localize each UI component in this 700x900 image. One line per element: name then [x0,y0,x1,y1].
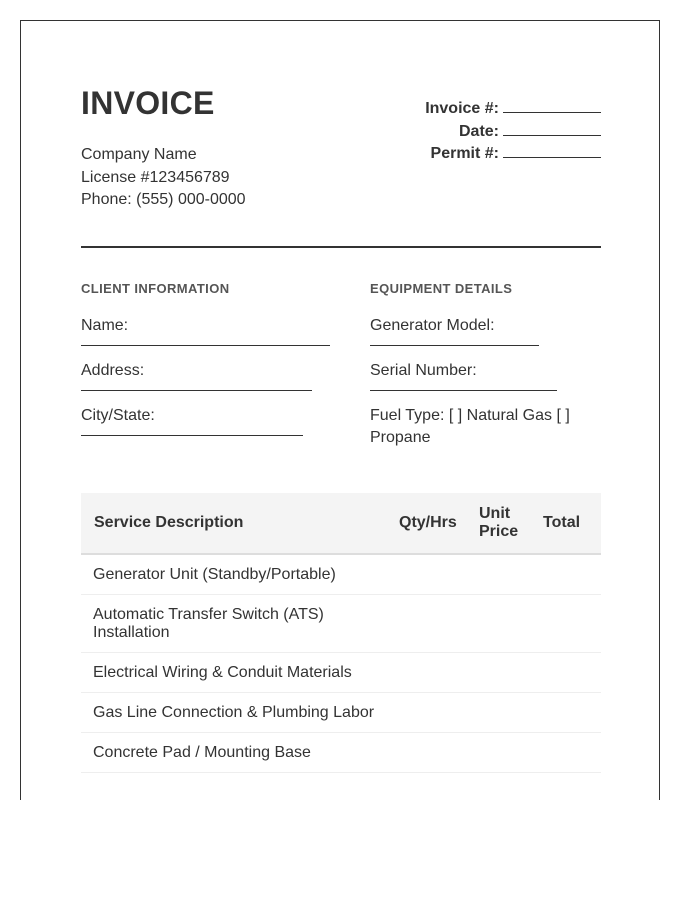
permit-number-blank[interactable] [503,143,601,158]
table-row [81,554,601,595]
generator-model-line[interactable] [370,345,539,346]
services-header-row [81,493,601,554]
col-header-unit-price: Unit Price [471,493,535,554]
row-unit-price[interactable] [471,653,535,693]
row-qty[interactable] [391,693,471,733]
info-columns [81,248,601,493]
client-address-line[interactable] [81,390,312,391]
col-header-description: Service Description [81,493,391,554]
client-name-line[interactable] [81,345,330,346]
row-total[interactable] [535,693,601,733]
client-information [81,281,351,450]
row-unit-price[interactable] [471,595,535,653]
invoice-content [81,81,601,493]
invoice-meta [425,98,601,166]
company-phone: Phone: (555) 000-0000 [81,191,246,208]
invoice-header [81,81,601,248]
table-row [81,595,601,653]
row-unit-price[interactable] [471,693,535,733]
serial-number-field [370,360,601,391]
table-row [81,653,601,693]
row-total[interactable] [535,733,601,773]
company-name: Company Name [81,146,197,163]
invoice-number-row [425,98,601,121]
client-name-field [81,315,351,346]
equipment-details [370,281,601,449]
client-address-label: Address: [81,362,145,379]
serial-number-label: Serial Number: [370,362,477,379]
col-header-total: Total [535,493,601,554]
row-unit-price[interactable] [471,554,535,595]
row-description: Electrical Wiring & Conduit Materials [81,653,391,693]
fuel-type-field[interactable]: Fuel Type: [ ] Natural Gas [ ] Propane [370,407,570,446]
permit-number-label: Permit #: [430,145,499,162]
invoice-date-blank[interactable] [503,121,601,136]
client-city-label: City/State: [81,407,155,424]
permit-number-row [425,143,601,166]
client-city-field [81,405,351,436]
row-qty[interactable] [391,595,471,653]
col-header-qty: Qty/Hrs [391,493,471,554]
row-qty[interactable] [391,554,471,595]
row-description: Automatic Transfer Switch (ATS) Installation [81,595,391,653]
row-description: Generator Unit (Standby/Portable) [81,554,391,595]
serial-number-line[interactable] [370,390,557,391]
invoice-number-label: Invoice #: [425,100,499,117]
row-qty[interactable] [391,733,471,773]
row-total[interactable] [535,653,601,693]
company-license: License #123456789 [81,168,230,186]
row-qty[interactable] [391,653,471,693]
invoice-date-row [425,121,601,144]
invoice-page [20,20,660,800]
row-total[interactable] [535,595,601,653]
company-info [81,144,246,212]
generator-model-field [370,315,601,346]
generator-model-label: Generator Model: [370,317,495,334]
invoice-number-blank[interactable] [503,98,601,113]
invoice-title: INVOICE [81,85,215,121]
equipment-heading: EQUIPMENT DETAILS [370,281,513,296]
row-unit-price[interactable] [471,733,535,773]
row-description: Concrete Pad / Mounting Base [81,733,391,773]
client-heading: CLIENT INFORMATION [81,281,230,296]
table-row [81,693,601,733]
client-name-label: Name: [81,317,129,334]
invoice-date-label: Date: [458,122,499,140]
services-table [81,493,601,773]
row-description: Gas Line Connection & Plumbing Labor [81,693,391,733]
client-address-field [81,360,351,391]
client-city-line[interactable] [81,435,303,436]
table-row [81,733,601,773]
row-total[interactable] [535,554,601,595]
